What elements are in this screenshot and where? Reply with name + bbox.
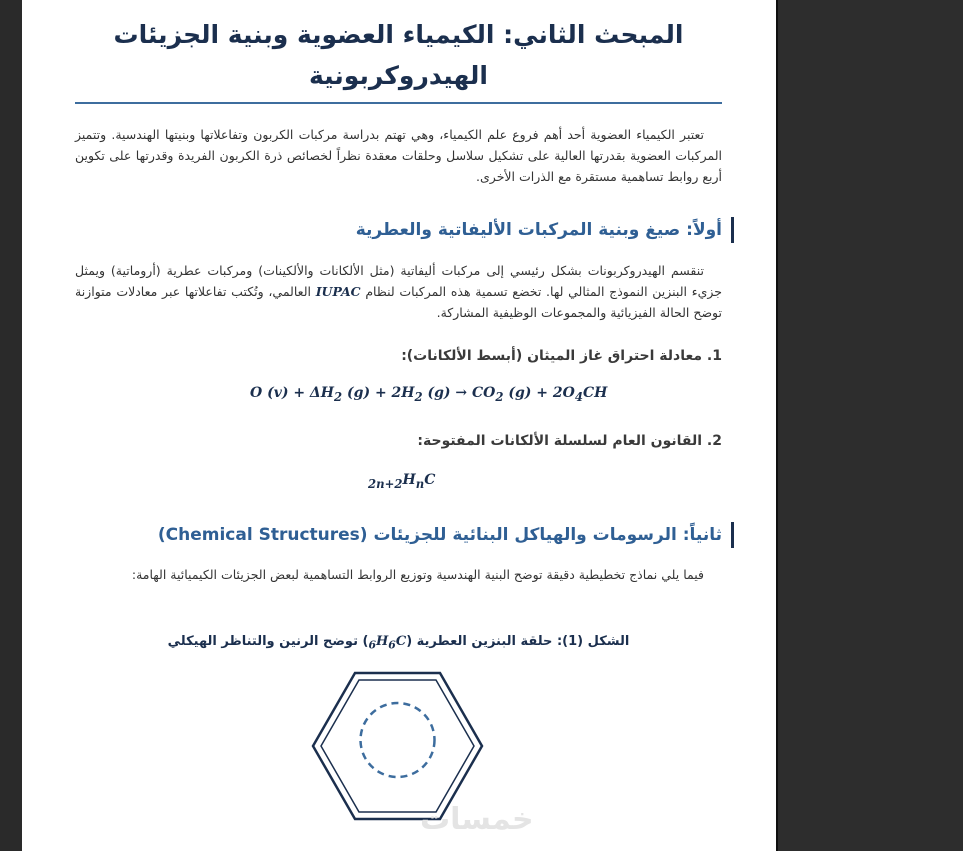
section2-paragraph: فيما يلي نماذج تخطيطية دقيقة توضح البنية الهندسية وتوزيع الروابط التساهمية لبعض الجزيئات الكيميائية الهامة: xyxy=(131,567,704,582)
caption-text-b: ) توضح الرنين والتناظر الهيكلي xyxy=(167,634,369,649)
eq-part-2: (g) + 2H xyxy=(342,385,415,401)
eq-sub-2: 2 xyxy=(414,389,423,404)
eq-part-3: (g) → CO xyxy=(422,385,496,401)
page-title: المبحث الثاني: الكيمياء العضوية وبنية الجزيئات الهيدروكربونية xyxy=(113,20,684,90)
eq-part-1: O (v) + ΔH xyxy=(250,385,335,401)
left-viewer-margin xyxy=(0,0,22,851)
alkane-general-formula xyxy=(368,472,435,491)
figure-caption xyxy=(75,634,722,652)
eq-sub-4: 4 xyxy=(574,389,583,404)
section1-paragraph-text-a: تنقسم الهيدروكربونات بشكل رئيسي إلى مركبات أليفاتية (مثل الألكانات والألكينات) ومركبات عطرية (أروماتية) ويمثل جزيء البنزين النموذج المثالي لها. تخضع تسمية هذه المركبات لنظام xyxy=(75,263,722,299)
item1-title: 1. معادلة احتراق غاز الميثان (أبسط الألكانات): xyxy=(401,348,722,364)
intro-paragraph: تعتبر الكيمياء العضوية أحد أهم فروع علم الكيمياء، وهي تهتم بدراسة مركبات الكربون وتفاعلاتها وبنيتها الهندسية. وتتميز المركبات العضوية بقدرتها العالية على تشكيل سلاسل وحلقات معقدة نظراً لخصائص ذرة الكربون الفريدة وقدرتها على تكوين أربع روابط تساهمية مستقرة مع الذرات الأخرى. xyxy=(75,127,722,184)
benzene-sub-2: 6 xyxy=(388,638,396,652)
eq-sub-1: 2 xyxy=(334,389,343,404)
benzene-hexagon-inner xyxy=(321,680,474,812)
watermark-logo: خمسات xyxy=(420,802,534,837)
methane-combustion-equation xyxy=(250,385,607,404)
benzene-sub-1: 6 xyxy=(368,638,376,652)
section1-heading: أولاً: صيغ وبنية المركبات الأليفاتية والعطرية xyxy=(75,217,734,243)
document-page xyxy=(22,0,776,851)
formula-sub-n: n xyxy=(415,476,425,491)
item2-title: 2. القانون العام لسلسلة الألكانات المفتوحة: xyxy=(417,433,722,449)
section2-heading: ثانياً: الرسومات والهياكل البنائية للجزيئات (Chemical Structures) xyxy=(75,522,734,548)
eq-sub-3: 2 xyxy=(495,389,504,404)
benzene-resonance-circle xyxy=(361,703,435,777)
eq-part-5: CH xyxy=(582,385,608,401)
eq-part-4: (g) + 2O xyxy=(503,385,575,401)
section1-paragraph xyxy=(75,260,722,323)
formula-h: H xyxy=(402,472,416,488)
iupac-term: IUPAC xyxy=(315,284,361,299)
formula-sub-2n2: 2n+2 xyxy=(368,476,403,491)
formula-c: C xyxy=(424,472,436,488)
section1-paragraph-text-b: العالمي، وتُكتب تفاعلاتها عبر معادلات متوازنة توضح الحالة الفيزيائية والمجموعات الوظيفية المشاركة. xyxy=(75,284,722,320)
benzene-c: C xyxy=(395,634,407,649)
title-divider xyxy=(75,102,722,104)
benzene-h: H xyxy=(375,634,389,649)
benzene-hexagon-outer xyxy=(313,673,482,819)
benzene-ring-diagram xyxy=(302,665,492,825)
page-right-edge xyxy=(776,0,778,851)
caption-text-a: الشكل (1): حلقة البنزين العطرية ( xyxy=(406,634,630,649)
benzene-formula xyxy=(368,634,406,652)
